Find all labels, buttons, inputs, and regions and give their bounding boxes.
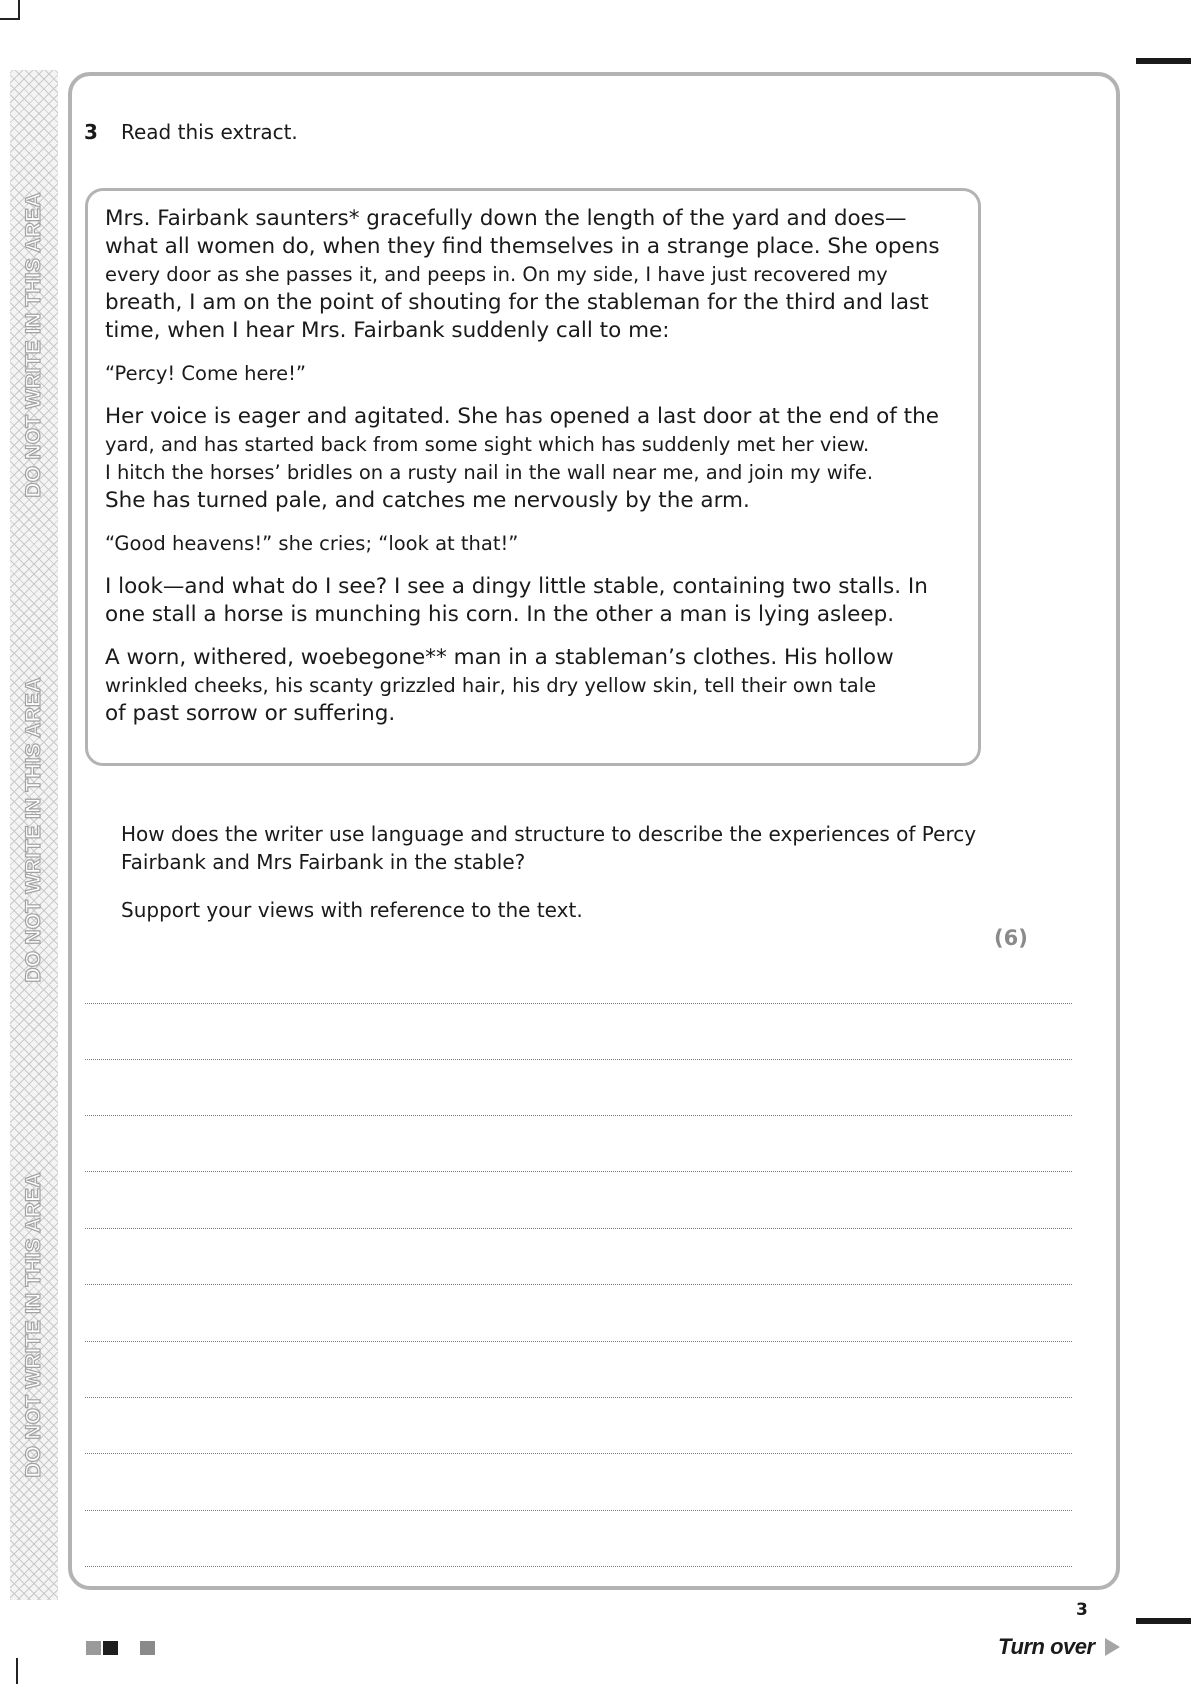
footer-square-grey <box>86 1641 101 1655</box>
question-prompt <box>121 820 981 944</box>
crop-mark-bottom-left <box>0 1658 18 1684</box>
extract-line: one stall a horse is munching his corn. In the other a man is lying asleep. <box>105 602 895 627</box>
prompt-line: Fairbank and Mrs Fairbank in the stable? <box>121 850 526 874</box>
turn-over-arrow-icon <box>1105 1638 1120 1656</box>
answer-line[interactable] <box>85 1228 1072 1229</box>
answer-line[interactable] <box>85 1341 1072 1342</box>
prompt-line: How does the writer use language and structure to describe the experiences of Percy <box>121 822 977 846</box>
answer-line[interactable] <box>85 1397 1072 1398</box>
footer-square-black <box>103 1641 118 1655</box>
prompt-text <box>121 820 981 876</box>
footer-square-grey-2 <box>140 1641 155 1655</box>
marks-available: (6) <box>994 926 1028 950</box>
answer-line[interactable] <box>85 1284 1072 1285</box>
support-instruction: Support your views with reference to the text. <box>121 898 583 922</box>
crop-mark-top-left <box>0 0 20 20</box>
extract-line: I hitch the horses’ bridles on a rusty nail in the wall near me, and join my wife. <box>105 461 874 484</box>
extract-line: She has turned pale, and catches me nervously by the arm. <box>105 488 750 513</box>
extract-line: wrinkled cheeks, his scanty grizzled hair, his dry yellow skin, tell their own tale <box>105 674 877 697</box>
answer-line[interactable] <box>85 1510 1072 1511</box>
extract-line: breath, I am on the point of shouting for the stableman for the third and last <box>105 290 929 315</box>
answer-line[interactable] <box>85 1171 1072 1172</box>
extract-line: Her voice is eager and agitated. She has opened a last door at the end of the <box>105 404 939 429</box>
extract-dialogue-2: “Good heavens!” she cries; “look at that!” <box>105 532 519 555</box>
extract-line: every door as she passes it, and peeps in. On my side, I have just recovered my <box>105 263 888 286</box>
question-instruction: Read this extract. <box>121 120 298 144</box>
edge-marker-bottom <box>1136 1618 1191 1624</box>
extract-dialogue-1: “Percy! Come here!” <box>105 362 307 385</box>
extract-line: what all women do, when they find themselves in a strange place. She opens <box>105 234 940 259</box>
margin-warning-middle: DO NOT WRITE IN THIS AREA <box>22 677 45 983</box>
answer-line[interactable] <box>85 1453 1072 1454</box>
extract-line: yard, and has started back from some sight which has suddenly met her view. <box>105 433 870 456</box>
extract-line: I look—and what do I see? I see a dingy little stable, containing two stalls. In <box>105 574 928 599</box>
answer-line[interactable] <box>85 1003 1072 1004</box>
extract-paragraph-5 <box>105 573 962 629</box>
extract-line: A worn, withered, woebegone** man in a stableman’s clothes. His hollow <box>105 645 894 670</box>
extract-paragraph-3 <box>105 403 962 515</box>
answer-line[interactable] <box>85 1115 1072 1116</box>
margin-warning-top: DO NOT WRITE IN THIS AREA <box>22 192 45 498</box>
extract-paragraph-6 <box>105 644 962 728</box>
edge-marker-top <box>1136 58 1191 64</box>
extract-line: of past sorrow or suffering. <box>105 701 396 726</box>
answer-line[interactable] <box>85 1059 1072 1060</box>
extract-line: time, when I hear Mrs. Fairbank suddenly call to me: <box>105 318 670 343</box>
answer-line[interactable] <box>85 1566 1072 1567</box>
page-number: 3 <box>1076 1600 1088 1620</box>
margin-warning-bottom: DO NOT WRITE IN THIS AREA <box>22 1172 45 1478</box>
extract-box <box>85 188 981 766</box>
question-number: 3 <box>84 120 98 144</box>
extract-line: Mrs. Fairbank saunters* gracefully down the length of the yard and does— <box>105 206 907 231</box>
turn-over-label: Turn over <box>998 1634 1095 1659</box>
extract-paragraph-1 <box>105 205 962 345</box>
